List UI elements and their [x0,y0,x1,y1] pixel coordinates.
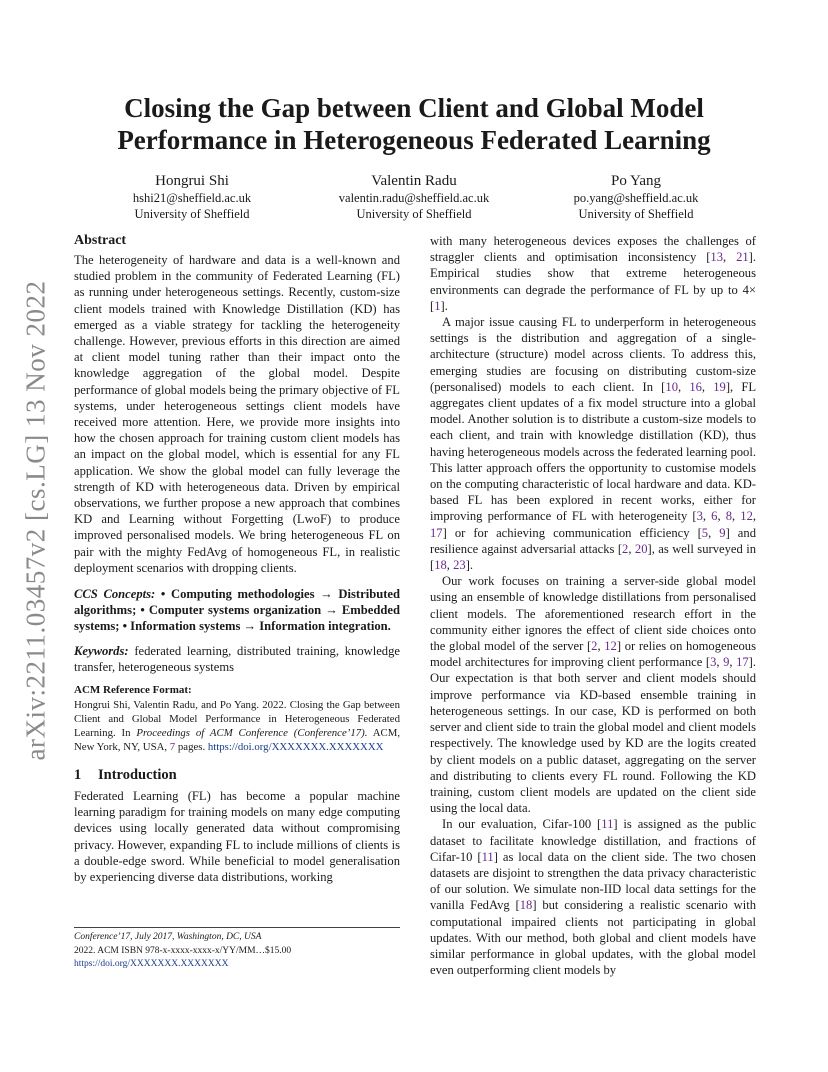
introduction-heading [74,766,400,784]
paragraph-text: ]. [465,558,474,573]
author-email: hshi21@sheffield.ac.uk [132,191,252,205]
citation-link[interactable]: 9 [723,655,730,670]
acm-reference-text: Hongrui Shi, Valentin Radu, and Po Yang. 2022. Closing the Gap between Client and Global Model Performance in Heterogeneous Federated Learning. In [74,699,400,740]
body-paragraph [430,233,756,314]
author-email: valentin.radu@sheffield.ac.uk [338,191,490,205]
author-block [74,172,754,224]
paragraph-text: ]. [440,298,448,313]
author-1 [72,172,312,222]
paragraph-text: with many heterogeneous devices exposes the challenges of straggler clients and optimisation inconsistency [ [430,234,756,265]
footnote-doi-link[interactable]: https://doi.org/XXXXXXX.XXXXXXX [74,959,229,969]
ccs-text: • Computing methodologies → Distributed algorithms; • Computer systems organization → Embedded systems; • Information systems → Information integration. [74,587,400,634]
paragraph-text: ] as local data on the client side. The two chosen datasets are disjoint to strengthen the data privacy characteristic of our solution. We simulate non-IID local data settings for the vanilla FedAvg [ [430,849,756,913]
ccs-concepts [74,586,400,635]
citation-link[interactable]: 1 [434,298,441,313]
keywords-text: federated learning, distributed training, knowledge transfer, heterogeneous systems [74,643,400,674]
citation-link[interactable]: 17 [430,525,443,540]
paragraph-text: ] or for achieving communication efficiency [ [442,525,702,540]
citation-link[interactable]: 8 [725,509,733,524]
citation-link[interactable]: 12 [740,509,753,524]
paragraph-text: , [708,525,720,540]
citation-link[interactable]: 21 [736,250,749,265]
citation-link[interactable]: 10 [665,379,678,394]
footnote-isbn: 2022. ACM ISBN 978-x-xxxx-xxxx-x/YY/MM…$15.00 [74,945,292,956]
doi-link[interactable]: https://doi.org/XXXXXXX.XXXXXXX [207,741,384,754]
acm-reference [74,698,400,754]
citation-link[interactable]: 23 [453,558,466,573]
paragraph-text: , [702,509,712,524]
paragraph-text: A major issue causing FL to underperform in heterogeneous settings is the distribution and aggregation of a single-architecture (structure) model across clients. To address this, emerging studies are focusing on distributing custom-size (personalised) models to each client. In [ [430,315,756,394]
paragraph-text: , [732,509,741,524]
paragraph-text: ], as well surveyed in [ [430,541,756,573]
author-3 [516,172,756,222]
citation-link[interactable]: 3 [710,655,717,670]
title-line-2: Performance in Heterogeneous Federated Learning [117,125,711,155]
paragraph-text: ] is assigned as the public dataset to facilitate knowledge distillation, and fractions of Cifar-10 [ [430,817,756,864]
keywords [74,643,400,675]
body-paragraph [430,573,756,816]
author-name: Hongrui Shi [155,173,229,189]
title-line-1: Closing the Gap between Client and Global Model [124,93,704,123]
citation-link[interactable]: 3 [696,509,703,524]
paragraph-text: , [729,655,737,670]
arxiv-identifier: arXiv:2211.03457v2 [cs.LG] 13 Nov 2022 [20,280,51,760]
pages-word: pages. [175,741,208,754]
intro-text: Federated Learning (FL) has become a popular machine learning paradigm for training models on many edge computing devices using locally generated data without compromising privacy. However, expanding FL to include millions of clients is a double-edge sword. While beneficial to model generalisation by experiencing diverse data distributions, working [74,789,400,885]
paragraph-text: , [701,379,714,394]
author-2 [294,172,534,222]
paragraph-text: , [752,509,757,524]
paragraph-text: ]. Our expectation is that both server and client models should improve performance via KD-based ensemble training in heterogeneous settings. In our case, KD is performed on both server and client side to train the global model and client models respectively. The knowledge used by KD are the logits created by client models on a public dataset, aggregating on the server and distributing to clients every FL round. Following the KD training, custom client models are updated on the client side using the local data. [430,655,756,816]
paragraph-text: , [677,379,690,394]
section-number: 1 [74,767,82,784]
citation-link[interactable]: 16 [689,379,702,394]
paragraph-text: , [597,639,605,654]
paragraph-text: Our work focuses on training a server-side global model using an ensemble of knowledge distillations from personalised client models. The aforementioned research effort in the community either ignores the effect of client side choices onto the global model of the server [ [430,574,756,654]
abstract-heading: Abstract [74,233,127,248]
acm-reference-publisher: ACM, New York, NY, USA, [74,727,401,754]
ccs-label: CCS Concepts: [74,587,156,602]
paragraph-text: ] but considering a realistic scenario with computational impaired clients not participating in global updates. With our method, both global and client models have similar performance in global updates, with the global model even outperforming client models by [430,898,757,978]
citation-link[interactable]: 11 [601,817,614,832]
citation-link[interactable]: 2 [622,541,629,556]
body-paragraph [430,314,756,573]
citation-link[interactable]: 19 [713,379,726,394]
paragraph-text: ]. Empirical studies show that extreme heterogeneous environments can degrade the performance of FL by up to 4× [ [430,250,756,313]
paragraph-text: , [446,558,454,573]
paragraph-text: , [628,541,635,556]
citation-link[interactable]: 18 [519,898,533,913]
page-count-link[interactable]: 7 [169,741,176,754]
author-email: po.yang@sheffield.ac.uk [573,191,699,205]
paragraph-text: ] or relies on homogeneous model architectures for improving client performance [ [430,639,756,670]
author-affiliation: University of Sheffield [578,207,694,221]
paper-title [74,92,754,156]
citation-link[interactable]: 18 [434,558,447,573]
paragraph-text: ], FL aggregates client updates of a fix model structure into a global model. Another solution is to distribute a custom-size models to each client, and train with knowledge distillation (KD), thus having heterogeneous models across the federated learning pool. This latter approach offers the opportunity to customise models on the computing characteristic of local hardware and data. KD-based FL has been explored in recent works, either for improving performance of FL with heterogeneity [ [430,379,757,524]
citation-link[interactable]: 12 [604,639,617,654]
footnote-block [74,927,400,972]
paragraph-text: , [717,509,726,524]
citation-link[interactable]: 5 [701,525,709,540]
section-title: Introduction [98,767,177,784]
author-name: Valentin Radu [371,173,457,189]
author-affiliation: University of Sheffield [356,207,472,221]
citation-link[interactable]: 9 [719,525,726,540]
acm-reference-proceedings: Proceedings of ACM Conference (Conference’17). [136,727,368,740]
author-affiliation: University of Sheffield [134,207,250,221]
body-paragraph [430,816,756,978]
citation-link[interactable]: 6 [711,509,718,524]
paragraph-text: , [723,250,737,265]
abstract-text: The heterogeneity of hardware and data is a well-known and studied problem in the community of Federated Learning (FL) as running under heterogeneous settings. Recently, custom-size client models trained with Knowledge Distillation (KD) has emerged as a viable strategy for tackling the heterogeneity challenge. However, previous efforts in this direction are aimed at client model tuning rather than their impact onto the knowledge aggregation of the global model. Despite performance of global models being the primary objective of FL systems, under heterogeneous settings client models have received more attention. Here, we provide more insights into how the chosen approach for training custom client models has an impact on the global model, which is essential for any FL application. We show the global model can fully leverage the strength of KD with heterogeneous data. Driven by empirical observations, we further propose a new approach that combines KD and Learning without Forgetting (LwoF) to produce improved personalised models. We bring heterogeneous FL on pair with the mighty FedAvg of homogeneous FL, in realistic deployment scenarios with dropping clients. [74,253,400,575]
citation-link[interactable]: 11 [481,849,494,864]
footnote-conference: Conference’17, July 2017, Washington, DC, USA [74,932,262,942]
paragraph-text: In our evaluation, Cifar-100 [ [442,817,602,832]
keywords-label: Keywords: [74,643,129,658]
acm-reference-heading: ACM Reference Format: [74,684,192,697]
paragraph-text: , [716,655,724,670]
citation-link[interactable]: 17 [736,655,749,670]
arxiv-stamp [20,280,51,760]
author-name: Po Yang [610,173,662,189]
citation-link[interactable]: 2 [591,639,598,654]
citation-link[interactable]: 13 [710,250,723,265]
left-column [74,232,400,885]
paragraph-text: ] and resilience against adversarial attacks [ [430,525,756,556]
right-column [430,233,756,978]
citation-link[interactable]: 20 [634,541,648,556]
